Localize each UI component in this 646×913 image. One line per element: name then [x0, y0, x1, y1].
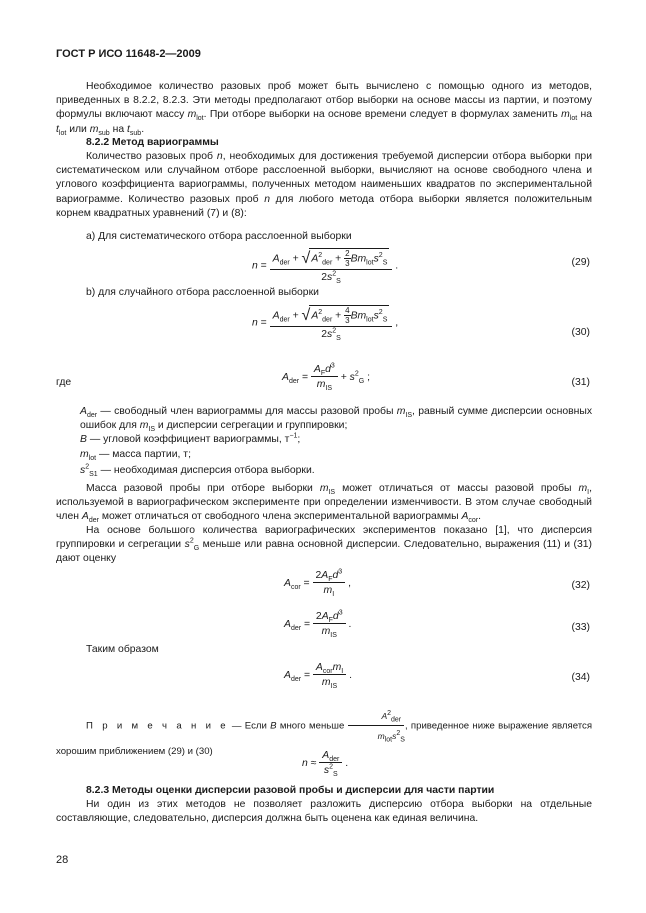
equation-33: $A_{der}$ = $\frac{2A_Fd^3}{m_{IS}}$ . [284, 609, 352, 640]
section-8-2-3-title: 8.2.3 Методы оценки дисперсии разовой пробы и дисперсии для части партии [86, 785, 495, 796]
equation-30: n = $A_{der} + √A^2_{der}$ + $\frac{4}{3}$ $Bm_{lot}s^2_S$ $2s^2_S$ , [252, 306, 399, 343]
document-header: ГОСТ Р ИСО 11648-2—2009 [56, 48, 201, 60]
definition-s: $s^2_{S1}$ — необходимая дисперсия отбора выборки. [80, 463, 315, 479]
intro-paragraph: Необходимое количество разовых проб может быть вычислено с помощью одного из методов, приведенных в 8.2.2, 8.2.3. Эти методы предполагают отбор выборки на основе массы из партии, и поэтому формулы включают массу $m_{lot}$. При отборе выборки на основе времени следует в формулах заменить $m_{lot}$ на $t_{lot}$ или $m_{sub}$ на $t_{sub}$. [56, 81, 593, 137]
equation-33-number: (33) [571, 622, 590, 633]
approx-equation: n ≈ $\frac{A_{der}}{s^2_S}$ . [302, 750, 349, 779]
equation-29-number: (29) [571, 257, 590, 268]
methods-paragraph: Ни один из этих методов не позволяет разложить дисперсию отбора выборки на отдельные составляющие, следовательно, дисперсия должна быть оценена как единая величина. [56, 799, 592, 825]
definition-b: B — угловой коэффициент вариограммы, $т^{-1}$; [80, 432, 301, 445]
definition-ader: $A_{der}$ — свободный член вариограммы для массы разовой пробы $m_{IS}$, равный сумме дисперсии основных ошибок для $m_{IS}$ и дисперсии сегрегации и группировки; [80, 406, 593, 434]
equation-30-number: (30) [571, 327, 590, 338]
definition-mlot: $m_{lot}$ — масса партии, т; [80, 449, 191, 463]
where-label: где [56, 377, 72, 388]
section-8-2-2-title: 8.2.2 Метод вариограммы [86, 137, 219, 148]
item-b: b) для случайного отбора расслоенной выборки [86, 287, 319, 298]
thus-label: Таким образом [86, 644, 159, 655]
equation-31: $A_{der}$ = $\frac{A_Fd^3}{m_{IS}}$ + $s^2_G$ ; [282, 362, 370, 393]
experiments-paragraph: На основе большого количества вариографических экспериментов показано [1], что дисперсия группировки и сегрегации $s^2_G$ меньше или равна основной дисперсии. Следовательно, выражения (11) и (31) дают оценку [56, 525, 592, 565]
page-number: 28 [56, 854, 69, 866]
variogram-paragraph: Количество разовых проб n, необходимых для достижения требуемой дисперсии отбора выборки при систематическом или случайном отборе расслоенной выборки, вычисляют на основе свободного члена и углового коэффициента вариограммы, полученных методом наименьших квадратов по экспериментальной вариограмме. Количество разовых проб n для любого метода отбора выборки является положительным корнем квадратных уравнений (7) и (8): [56, 151, 593, 219]
equation-29: n = $A_{der} + √A^2_{der}$ + $\frac{2}{3}$ $Bm_{lot}s^2_S$ $2s^2_S$ . [252, 249, 399, 286]
note-paragraph: П р и м е ч а н и е — Если B много меньше $\frac{A^2_{der}}{m_{lot}s^2_S}$ , приведенное ниже выражение является хорошим приближением (29) и (30) [56, 708, 592, 760]
equation-34-number: (34) [571, 672, 590, 683]
item-a: a) Для систематического отбора расслоенной выборки [86, 231, 352, 242]
equation-31-number: (31) [571, 377, 590, 388]
equation-34: $A_{der}$ = $\frac{A_{cor}m_I}{m_{IS}}$ . [284, 662, 352, 691]
mass-paragraph: Масса разовой пробы при отборе выборки $m_{IS}$ может отличаться от массы разовой пробы $m_I$, используемой в вариографическом эксперименте при определении изменчивости. В этом случае свободный член $A_{der}$ может отличаться от свободного члена экспериментальной вариограммы $A_{cor}$. [56, 483, 592, 525]
equation-32: $A_{cor}$ = $\frac{2A_Fd^3}{m_I}$ , [284, 568, 351, 599]
equation-32-number: (32) [571, 580, 590, 591]
